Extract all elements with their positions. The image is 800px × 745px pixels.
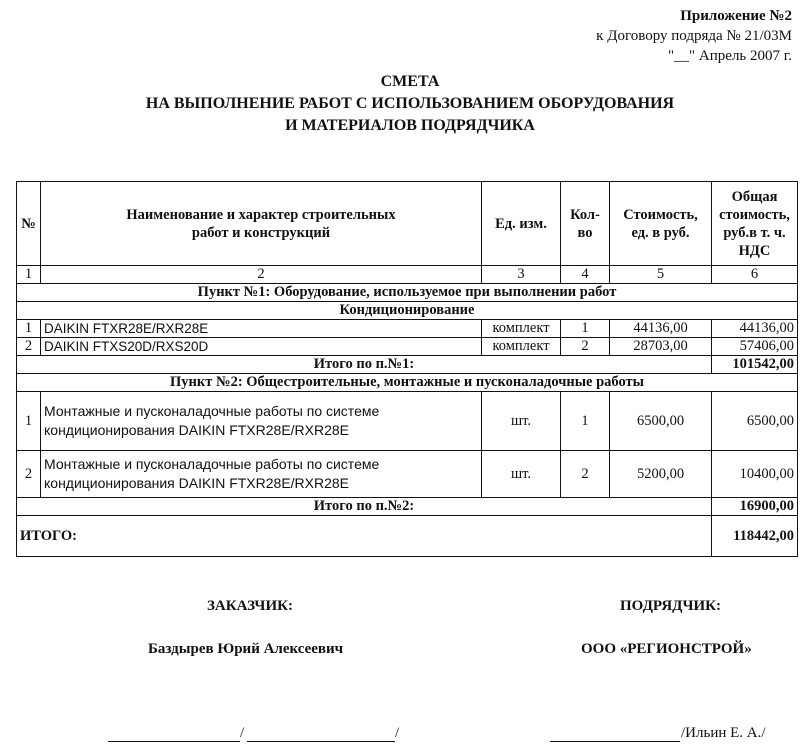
item-name: DAIKIN FTXR28E/RXR28E [41, 320, 482, 338]
item-unit: шт. [482, 392, 561, 451]
subtotal-1-value: 101542,00 [712, 356, 798, 374]
header-price: Стоимость, ед. в руб. [610, 182, 712, 266]
col-num-6: 6 [712, 266, 798, 284]
item-total: 6500,00 [712, 392, 798, 451]
subtotal-2-value: 16900,00 [712, 498, 798, 516]
work-description-line-1: Монтажные и пусконаладочные работы по системе [44, 456, 380, 472]
table-row [17, 320, 798, 338]
contract-reference: к Договору подряда № 21/03М [596, 28, 792, 44]
work-description-line-1: Монтажные и пусконаладочные работы по системе [44, 403, 380, 419]
section-1-subtitle: Кондиционирование [17, 302, 798, 320]
item-total: 57406,00 [712, 338, 798, 356]
document-title [0, 71, 800, 137]
item-price: 5200,00 [610, 451, 712, 498]
table-row [17, 392, 798, 451]
work-description-line-2: кондиционирования DAIKIN FTXR28E/RXR28E [44, 475, 350, 491]
header-total: Общая стоимость, руб.в т. ч. НДС [712, 182, 798, 266]
row-number: 1 [17, 320, 41, 338]
subtotal-1-label: Итого по п.№1: [17, 356, 712, 374]
col-num-1: 1 [17, 266, 41, 284]
item-unit: шт. [482, 451, 561, 498]
item-price: 6500,00 [610, 392, 712, 451]
customer-label: ЗАКАЗЧИК: [207, 598, 293, 614]
item-qty: 2 [561, 338, 610, 356]
grand-total-label: ИТОГО: [17, 516, 712, 557]
table-header-row [17, 182, 798, 266]
item-unit: комплект [482, 320, 561, 338]
signature-separator: / [395, 725, 400, 741]
item-price: 28703,00 [610, 338, 712, 356]
col-num-5: 5 [610, 266, 712, 284]
section-2-subtotal-row [17, 498, 798, 516]
appendix-date: "__" Апрель 2007 г. [667, 48, 792, 64]
contractor-name: ООО «РЕГИОНСТРОЙ» [581, 641, 752, 657]
title-line-3: И МАТЕРИАЛОВ ПОДРЯДЧИКА [285, 117, 535, 134]
header-name: Наименование и характер строительных работ и конструкций [41, 182, 482, 266]
item-qty: 1 [561, 320, 610, 338]
col-num-4: 4 [561, 266, 610, 284]
header-unit: Ед. изм. [482, 182, 561, 266]
grand-total-value: 118442,00 [712, 516, 798, 557]
item-qty: 2 [561, 451, 610, 498]
appendix-number: Приложение №2 [680, 8, 792, 24]
table-row [17, 338, 798, 356]
table-row [17, 451, 798, 498]
row-number: 2 [17, 338, 41, 356]
row-number: 2 [17, 451, 41, 498]
signature-separator: / [240, 725, 245, 741]
section-1-title: Пункт №1: Оборудование, используемое при выполнении работ [17, 284, 798, 302]
customer-name: Баздырев Юрий Алексеевич [148, 641, 344, 657]
item-qty: 1 [561, 392, 610, 451]
contractor-signature-line [550, 741, 680, 742]
customer-signature-line [108, 741, 240, 742]
estimate-table [16, 181, 798, 557]
grand-total-row [17, 516, 798, 557]
col-num-3: 3 [482, 266, 561, 284]
contractor-sign-name: /Ильин Е. А./ [681, 725, 766, 741]
title-line-1: СМЕТА [380, 73, 440, 90]
column-numbers-row [17, 266, 798, 284]
item-price: 44136,00 [610, 320, 712, 338]
item-unit: комплект [482, 338, 561, 356]
contractor-label: ПОДРЯДЧИК: [620, 598, 722, 614]
work-description [41, 392, 482, 451]
section-1-subtotal-row [17, 356, 798, 374]
header-qty: Кол-во [561, 182, 610, 266]
work-description-line-2: кондиционирования DAIKIN FTXR28E/RXR28E [44, 422, 350, 438]
title-line-2: НА ВЫПОЛНЕНИЕ РАБОТ С ИСПОЛЬЗОВАНИЕМ ОБОРУДОВАНИЯ [145, 95, 675, 112]
item-total: 44136,00 [712, 320, 798, 338]
appendix-header [596, 6, 792, 66]
customer-name-line [247, 741, 395, 742]
item-name: DAIKIN FTXS20D/RXS20D [41, 338, 482, 356]
row-number: 1 [17, 392, 41, 451]
header-number: № [17, 182, 41, 266]
item-total: 10400,00 [712, 451, 798, 498]
work-description [41, 451, 482, 498]
subtotal-2-label: Итого по п.№2: [17, 498, 712, 516]
section-2-title: Пункт №2: Общестроительные, монтажные и пусконаладочные работы [17, 374, 798, 392]
col-num-2: 2 [41, 266, 482, 284]
